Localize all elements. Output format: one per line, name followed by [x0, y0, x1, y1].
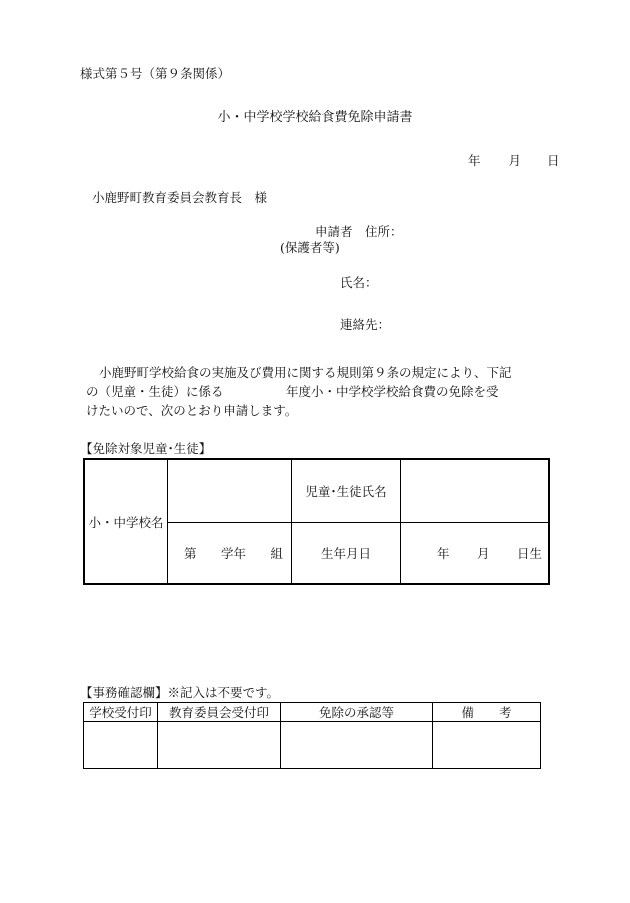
target-student-table	[83, 458, 550, 585]
application-body	[86, 363, 546, 420]
school-name-field[interactable]	[168, 459, 292, 522]
school-stamp-cell	[84, 722, 158, 769]
page-title: 小・中学校学校給食費免除申請書	[217, 110, 413, 125]
birthdate-field[interactable]	[401, 522, 550, 584]
body-line-2: の（児童・生徒）に係る 年度小・中学校学校給食費の免除を受	[86, 384, 499, 399]
grade-class-field[interactable]	[168, 522, 292, 584]
class-label: 組	[270, 545, 283, 561]
body-line-3: けたいので、次のとおり申請します。	[86, 403, 298, 418]
col-remarks: 備 考	[433, 703, 541, 722]
body-line-1: 小鹿野町学校給食の実施及び費用に関する規則第９条の規定により、下記	[99, 365, 512, 380]
grade-prefix: 第	[184, 545, 197, 561]
office-section-heading: 【事務確認欄】※記入は不要です。	[80, 685, 280, 700]
student-name-field[interactable]	[401, 459, 550, 522]
school-name-label: 小・中学校名	[84, 459, 168, 584]
col-board-stamp: 教育委員会受付印	[158, 703, 281, 722]
remarks-cell	[433, 722, 541, 769]
birthdate-label: 生年月日	[292, 522, 401, 584]
grade-label: 学年	[220, 545, 246, 561]
date-day: 日	[547, 153, 560, 168]
form-number: 様式第５号（第９条関係）	[80, 66, 231, 81]
applicant-address-label: 申請者 住所：	[315, 224, 403, 239]
guardian-note: (保護者等)	[280, 240, 340, 255]
date-line	[468, 151, 560, 169]
birth-day-label: 日生	[516, 545, 542, 561]
applicant-contact-label: 連絡先：	[340, 317, 391, 332]
birth-month-label: 月	[476, 545, 490, 561]
date-year: 年	[468, 153, 481, 168]
birth-year-label: 年	[437, 545, 450, 561]
col-school-stamp: 学校受付印	[84, 703, 158, 722]
approval-cell	[281, 722, 433, 769]
addressee: 小鹿野町教育委員会教育長 様	[92, 190, 268, 205]
date-month: 月	[508, 153, 522, 168]
applicant-name-label: 氏名：	[340, 275, 378, 290]
student-name-label: 児童･生徒氏名	[292, 459, 401, 522]
col-approval: 免除の承認等	[281, 703, 433, 722]
office-confirmation-table	[83, 702, 541, 769]
target-section-heading: 【免除対象児童･生徒】	[80, 441, 212, 456]
board-stamp-cell	[158, 722, 281, 769]
